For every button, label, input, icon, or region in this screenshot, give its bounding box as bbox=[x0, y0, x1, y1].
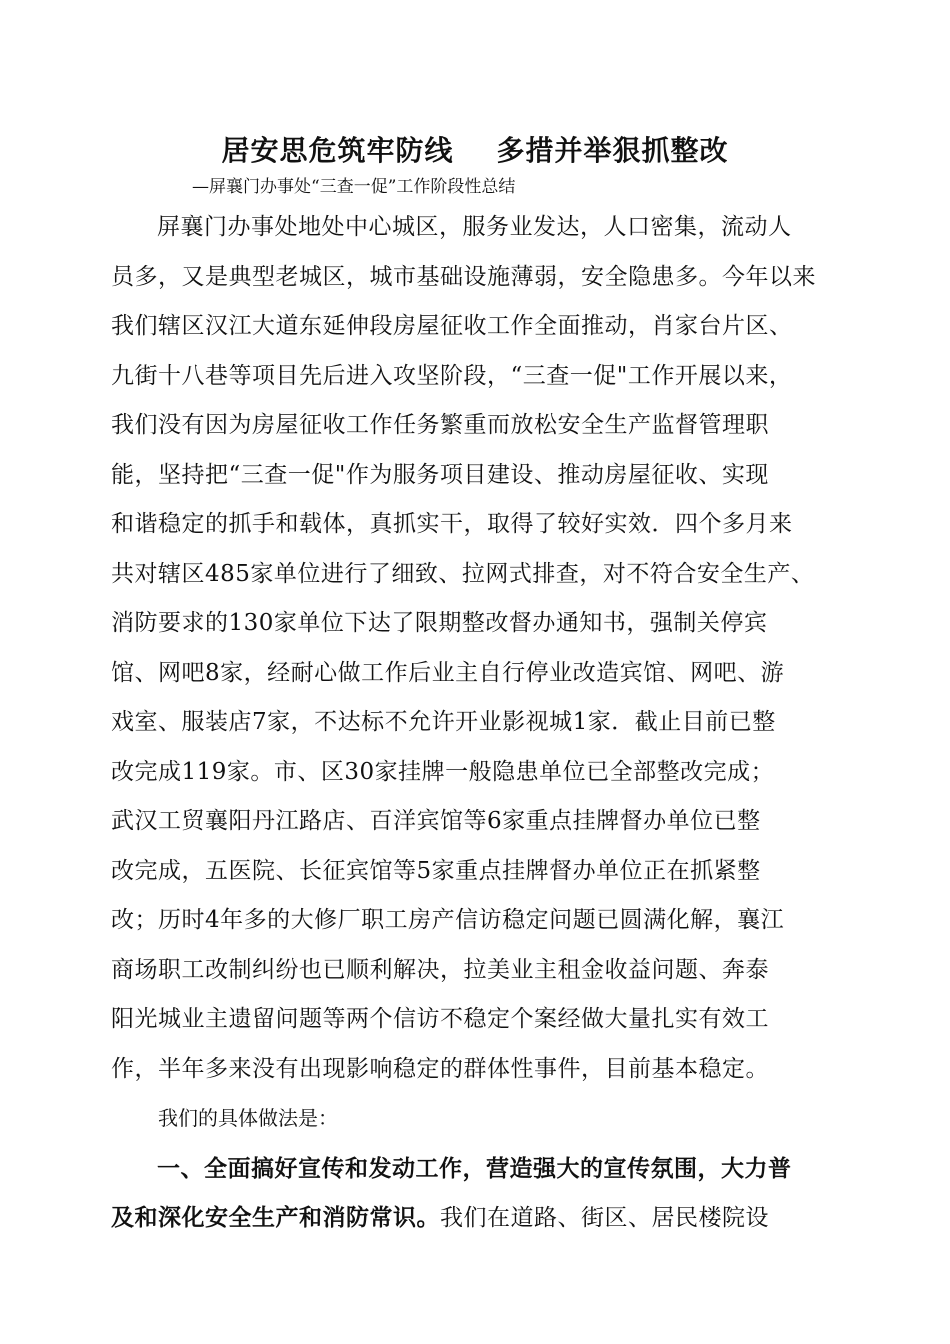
body-line: 商场职工改制纠纷也已顺利解决，拉美业主租金收益问题、奔泰 bbox=[111, 956, 769, 983]
section-one-line bbox=[111, 1193, 841, 1243]
section-one-continuation: 我们在道路、街区、居民楼院设 bbox=[440, 1205, 769, 1231]
section-one-heading-end: 及和深化安全生产和消防常识。 bbox=[111, 1204, 440, 1231]
document-body bbox=[111, 203, 841, 1243]
document-title: 居安思危筑牢防线 多措并举狠抓整改 bbox=[221, 134, 729, 167]
body-line: 阳光城业主遗留问题等两个信访不稳定个案经做大量扎实有效工 bbox=[111, 1006, 769, 1032]
body-line: 作，半年多来没有出现影响稳定的群体性事件，目前基本稳定。 bbox=[111, 1055, 769, 1082]
body-line: 消防要求的130家单位下达了限期整改督办通知书，强制关停宾 bbox=[111, 610, 768, 636]
body-line: 能，坚持把“三查一促"作为服务项目建设、推动房屋征收、实现 bbox=[111, 461, 769, 488]
body-line: 改；历时4年多的大修厂职工房产信访稳定问题已圆满化解，襄江 bbox=[111, 907, 785, 933]
section-one-heading: 一、全面搞好宣传和发动工作，营造强大的宣传氛围，大力普 bbox=[157, 1154, 792, 1182]
body-line: 戏室、服装店7家，不达标不允许开业影视城1家．截止目前已整 bbox=[111, 709, 776, 735]
body-line: 共对辖区485家单位进行了细致、拉网式排查，对不符合安全生产、 bbox=[111, 560, 815, 587]
document-subtitle: —屏襄门办事处“三查一促”工作阶段性总结 bbox=[192, 177, 516, 197]
methods-intro: 我们的具体做法是： bbox=[158, 1106, 338, 1130]
body-line: 和谐稳定的抓手和载体，真抓实干，取得了较好实效．四个多月来 bbox=[111, 511, 793, 537]
body-line: 馆、网吧8家，经耐心做工作后业主自行停业改造宾馆、网吧、游 bbox=[111, 659, 785, 686]
body-line: 改完成，五医院、长征宾馆等5家重点挂牌督办单位正在抓紧整 bbox=[111, 857, 761, 884]
body-line: 九街十八巷等项目先后进入攻坚阶段，“三查一促"工作开展以来， bbox=[111, 362, 793, 389]
body-line: 我们没有因为房屋征收工作任务繁重而放松安全生产监督管理职 bbox=[111, 412, 769, 438]
body-line: 员多，又是典型老城区，城市基础设施薄弱，安全隐患多。今年以来 bbox=[111, 263, 816, 290]
body-line: 我们辖区汉江大道东延伸段房屋征收工作全面推动，肖家台片区、 bbox=[111, 313, 793, 339]
body-line: 屏襄门办事处地处中心城区，服务业发达，人口密集，流动人 bbox=[157, 214, 792, 240]
body-line: 改完成119家。市、区30家挂牌一般隐患单位已全部整改完成； bbox=[111, 758, 775, 785]
body-line: 武汉工贸襄阳丹江路店、百洋宾馆等6家重点挂牌督办单位已整 bbox=[111, 808, 761, 834]
